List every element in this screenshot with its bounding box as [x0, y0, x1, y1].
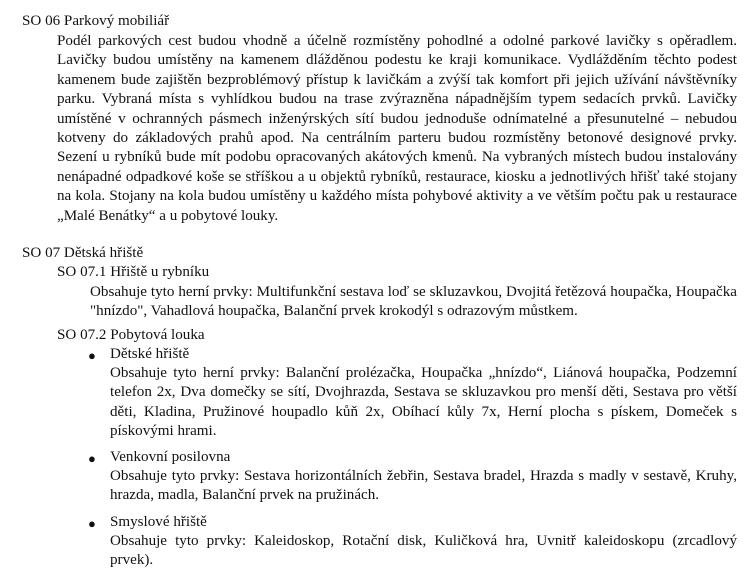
- bullet-item-text-sensory-playground: Obsahuje tyto prvky: Kaleidoskop, Rotační disk, Kuličková hra, Uvnitř kaleidoskopu (zrcadlový prvek).: [110, 533, 737, 569]
- bullet-item-title-sensory-playground: Smyslové hřiště: [110, 514, 207, 530]
- bullet-item-title-playground: Dětské hřiště: [110, 346, 190, 362]
- bullet-icon: ●: [88, 516, 96, 531]
- bullet-icon: ●: [88, 348, 96, 363]
- section-heading-so07: SO 07 Dětská hřiště: [22, 245, 144, 261]
- bullet-item-title-outdoor-gym: Venkovní posilovna: [110, 449, 231, 465]
- bullet-item-text-playground: Obsahuje tyto herní prvky: Balanční prolézačka, Houpačka „hnízdo“, Liánová houpačka, Podzemní telefon 2x, Dva domečky se sítí, Dvojhrazda, Sestava se skluzavkou pro menší děti, Sestava pro větší děti, Kladina, Pružinové houpadlo kůň 2x, Obíhací kůly 7x, Herní plocha s pískem, Domeček s pískovými hrami.: [110, 365, 737, 440]
- bullet-item-text-outdoor-gym: Obsahuje tyto prvky: Sestava horizontálních žebřin, Sestava bradel, Hrazda s madly v sestavě, Kruhy, hrazda, madla, Balanční prvek na pružinách.: [110, 468, 737, 504]
- subsection-so07-1-paragraph: Obsahuje tyto herní prvky: Multifunkční sestava loď se skluzavkou, Dvojitá řetězová houpačka, Houpačka "hnízdo", Vahadlová houpačka, Balanční prvek krokodýl s odrazovým můstkem.: [90, 284, 737, 320]
- subsection-heading-so07-1: SO 07.1 Hřiště u rybníku: [57, 264, 210, 280]
- section-heading-so06: SO 06 Parkový mobiliář: [22, 13, 170, 29]
- subsection-heading-so07-2: SO 07.2 Pobytová louka: [57, 327, 205, 343]
- section-so06-paragraph: Podél parkových cest budou vhodně a účelně rozmístěny pohodlné a odolné parkové lavičky s opěradlem. Lavičky budou umístěny na kamenem dlážděnou podestu ke kraji komunikace. Vydlážděním těchto podest kamenem bude zajištěn bezproblémový přístup k lavičkám a zvýší tak komfort při jejich užívání návštěvníky parku. Vybraná místa s vyhlídkou budou na trase zvýrazněna nápadnějším typem sedacích prvků. Lavičky umístěné v ochranných pásmech inženýrských sítí budou jednoduše odnímatelné a přesunutelné – nebudou kotveny do základových prahů apod. Na centrálním parteru budou rozmístěny betonové designové prvky. Sezení u rybníků bude mít podobu opracovaných akátových kmenů. Na vybraných místech budou instalovány nenápadné odpadkové koše se stříškou a u objektů rybníků, restaurace, kiosku a jednotlivých hřišť také stojany na kola. Stojany na kola budou umístěny u každého místa pohybové aktivity a ve větším počtu pak u restaurace „Malé Benátky“ a u pobytové louky.: [57, 33, 737, 224]
- bullet-icon: ●: [88, 451, 96, 466]
